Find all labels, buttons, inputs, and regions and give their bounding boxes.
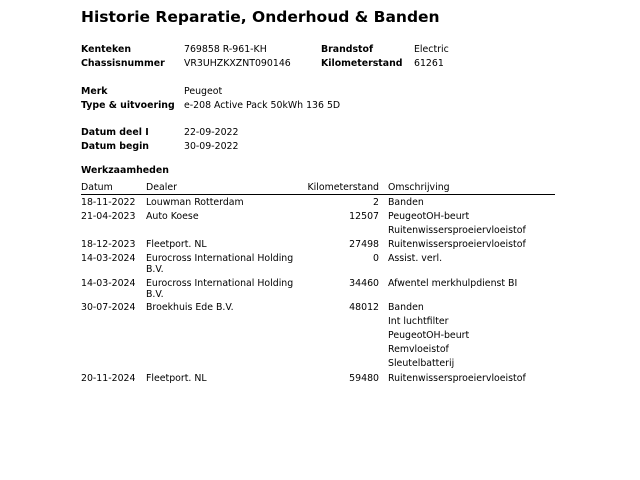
chassis-value: VR3UHZKXZNT090146 — [184, 58, 291, 69]
row-dealer: Louwman Rotterdam — [146, 197, 244, 208]
werkzaamheden-table — [81, 181, 555, 385]
row-km: 0 — [373, 253, 379, 264]
row-dealer: Eurocross International Holding B.V. — [146, 278, 294, 300]
row-dealer: Fleetport. NL — [146, 239, 207, 250]
datum-begin-value: 30-09-2022 — [184, 141, 239, 152]
row-dealer: Broekhuis Ede B.V. — [146, 302, 234, 313]
row-date: 20-11-2024 — [81, 373, 136, 384]
table-row — [81, 237, 555, 251]
werkzaamheden-title: Werkzaamheden — [81, 165, 169, 176]
row-desc: Banden — [388, 302, 424, 313]
row-km: 48012 — [349, 302, 379, 313]
header-omschrijving: Omschrijving — [388, 182, 450, 193]
row-km: 34460 — [349, 278, 379, 289]
row-dealer: Fleetport. NL — [146, 373, 207, 384]
row-desc: Assist. verl. — [388, 253, 443, 264]
row-km: 12507 — [349, 211, 379, 222]
row-date: 18-11-2022 — [81, 197, 136, 208]
info-row-merk — [81, 85, 551, 99]
info-row-type — [81, 99, 551, 113]
header-datum: Datum — [81, 182, 113, 193]
row-desc: PeugeotOH-beurt — [388, 330, 470, 341]
row-date: 18-12-2023 — [81, 239, 136, 250]
kenteken-value: 769858 R-961-KH — [184, 44, 267, 55]
page-title: Historie Reparatie, Onderhoud & Banden — [81, 8, 440, 26]
row-date: 21-04-2023 — [81, 211, 136, 222]
merk-label: Merk — [81, 86, 108, 97]
table-row — [81, 276, 555, 300]
row-km: 59480 — [349, 373, 379, 384]
row-date: 14-03-2024 — [81, 278, 136, 289]
info-row-begin — [81, 140, 551, 154]
table-row — [81, 195, 555, 209]
row-desc: Ruitenwissersproeiervloeistof — [388, 239, 526, 250]
datum-deel1-value: 22-09-2022 — [184, 127, 239, 138]
row-km: 27498 — [349, 239, 379, 250]
row-desc: Ruitenwissersproeiervloeistof — [388, 225, 526, 236]
row-date: 30-07-2024 — [81, 302, 136, 313]
table-row — [81, 371, 555, 385]
kilometerstand-value: 61261 — [414, 58, 444, 69]
row-desc: Ruitenwissersproeiervloeistof — [388, 373, 526, 384]
row-desc: Sleutelbatterij — [388, 358, 455, 369]
merk-value: Peugeot — [184, 86, 223, 97]
info-row-deel1 — [81, 126, 551, 140]
row-dealer: Eurocross International Holding B.V. — [146, 253, 294, 275]
brandstof-value: Electric — [414, 44, 449, 55]
row-desc: PeugeotOH-beurt — [388, 211, 470, 222]
table-row — [81, 300, 555, 371]
table-row — [81, 251, 555, 276]
datum-deel1-label: Datum deel I — [81, 127, 149, 138]
row-km: 2 — [373, 197, 379, 208]
row-dealer: Auto Koese — [146, 211, 199, 222]
header-dealer: Dealer — [146, 182, 177, 193]
datum-begin-label: Datum begin — [81, 141, 149, 152]
row-desc: Int luchtfilter — [388, 316, 449, 327]
header-kilometerstand: Kilometerstand — [307, 182, 379, 193]
info-row-kenteken — [81, 43, 551, 57]
row-desc: Afwentel merkhulpdienst BI — [388, 278, 518, 289]
kenteken-label: Kenteken — [81, 44, 131, 55]
table-header — [81, 181, 555, 195]
row-date: 14-03-2024 — [81, 253, 136, 264]
kilometerstand-label: Kilometerstand — [321, 58, 403, 69]
table-row — [81, 209, 555, 237]
row-desc: Remvloeistof — [388, 344, 449, 355]
brandstof-label: Brandstof — [321, 44, 374, 55]
type-value: e-208 Active Pack 50kWh 136 5D — [184, 100, 341, 111]
row-desc: Banden — [388, 197, 424, 208]
info-row-chassis — [81, 57, 551, 71]
type-label: Type & uitvoering — [81, 100, 175, 111]
chassis-label: Chassisnummer — [81, 58, 165, 69]
